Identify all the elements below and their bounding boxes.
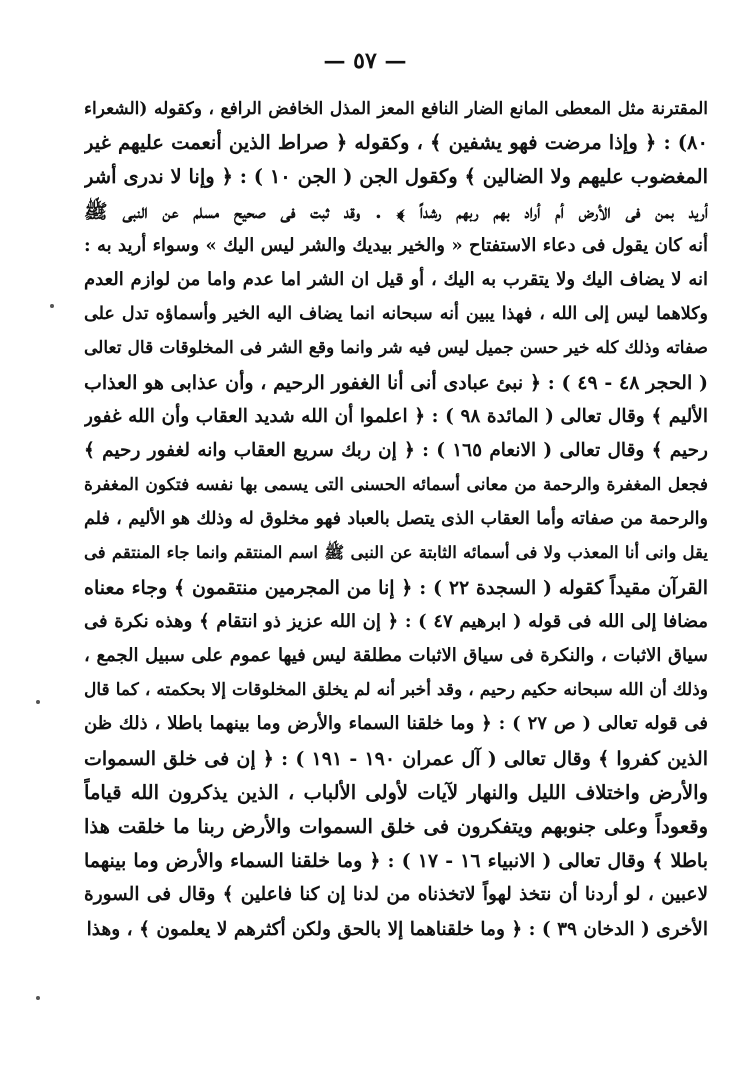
- text-line: وكلاهما ليس إلى الله ، فهذا يبين أنه سبحانه انما يضاف اليه الخير وأسماؤه تدل على: [84, 304, 708, 325]
- text-line: وذلك أن الله سبحانه حكيم رحيم ، وقد أخبر أنه لم يخلق المخلوقات إلا بحكمته ، كما قال: [84, 680, 708, 701]
- text-line: القرآن مقيداً كقوله ( السجدة ٢٢ ) : ﴿ إنا من المجرمين منتقمون ﴾ وجاء معناه: [84, 576, 708, 599]
- text-line: وقعوداً وعلى جنوبهم ويتفكرون فى خلق السموات والأرض ربنا ما خلقت هذا: [84, 814, 708, 838]
- text-line: ٨٠) : ﴿ وإذا مرضت فهو يشفين ﴾ ، وكقوله ﴿ صراط الذين أنعمت عليهم غير: [84, 131, 708, 155]
- text-line: مضافا إلى الله فى قوله ( ابرهيم ٤٧ ) : ﴿ إن الله عزيز ذو انتقام ﴾ وهذه نكرة فى: [84, 610, 708, 632]
- text-line: الأخرى ( الدخان ٣٩ ) : ﴿ وما خلقناهما إلا بالحق ولكن أكثرهم لا يعلمون ﴾ ، وهذا: [86, 918, 708, 940]
- page-number: — ٥٧ —: [323, 48, 407, 74]
- text-line: لاعبين ، لو أردنا أن نتخذ لهواً لاتخذناه من لدنا إن كنا فاعلين ﴾ وقال فى السورة: [84, 884, 708, 906]
- text-line: أنه كان يقول فى دعاء الاستفتاح « والخير بيديك والشر ليس اليك » وسواء أريد به :: [84, 234, 708, 256]
- text-line: سياق الاثبات ، والنكرة فى سياق الاثبات مطلقة ليس فيها عموم على سبيل الجمع ،: [84, 645, 708, 666]
- text-line: رحيم ﴾ وقال تعالى ( الانعام ١٦٥ ) : ﴿ إن ربك سريع العقاب وانه لغفور رحيم ﴾: [84, 439, 708, 461]
- text-line: المغضوب عليهم ولا الضالين ﴾ وكقول الجن ( الجن ١٠ ) : ﴿ وإنا لا ندرى أشر: [84, 165, 708, 189]
- text-line: أريد بمن فى الأرض أم أراد بهم ربهم رشداً ﴾ . وقد ثبت فى صحيح مسلم عن النبى ﷺ: [84, 199, 708, 223]
- text-line: فجعل المغفرة والرحمة من معانى أسمائه الحسنى التى يسمى بها نفسه فتكون المغفرة: [84, 475, 708, 496]
- scan-speck: [36, 996, 40, 1000]
- scan-speck: [36, 700, 40, 704]
- text-line: صفاته وذلك كله خير حسن جميل ليس فيه شر وانما وقع الشر فى المخلوقات قال تعالى: [84, 338, 708, 359]
- body-text: [84, 92, 708, 947]
- text-line: المقترنة مثل المعطى المانع الضار النافع المعز المذل الخافض الرافع ، وكقوله (الشعراء: [84, 99, 708, 119]
- text-line: والرحمة من صفاته وأما العقاب الذى يتصل بالعباد فهو مخلوق له وذلك هو الأليم ، فلم: [84, 509, 708, 530]
- text-line: ( الحجر ٤٨ - ٤٩ ) : ﴿ نبئ عبادى أنى أنا الغفور الرحيم ، وأن عذابى هو العذاب: [84, 371, 708, 394]
- text-line: الذين كفروا ﴾ وقال تعالى ( آل عمران ١٩٠ - ١٩١ ) : ﴿ إن فى خلق السموات: [84, 747, 708, 770]
- text-line: باطلا ﴾ وقال تعالى ( الانبياء ١٦ - ١٧ ) : ﴿ وما خلقنا السماء والأرض وما بينهما: [84, 850, 708, 873]
- text-line: فى قوله تعالى ( ص ٢٧ ) : ﴿ وما خلقنا السماء والأرض وما بينهما باطلا ، ذلك ظن: [84, 713, 708, 735]
- text-line: والأرض واختلاف الليل والنهار لآيات لأولى الألباب ، الذين يذكرون الله قياماً: [84, 780, 708, 804]
- text-line: انه لا يضاف اليك ولا يتقرب به اليك ، أو قيل ان الشر اما عدم واما من لوازم العدم: [84, 268, 708, 290]
- text-line: الأليم ﴾ وقال تعالى ( المائدة ٩٨ ) : ﴿ اعلموا أن الله شديد العقاب وأن الله غفور: [84, 405, 708, 427]
- text-line: يقل وانى أنا المعذب ولا فى أسمائه الثابتة عن النبى ﷺ اسم المنتقم وانما جاء المنتقم فى: [84, 543, 708, 563]
- scan-speck: [50, 304, 54, 308]
